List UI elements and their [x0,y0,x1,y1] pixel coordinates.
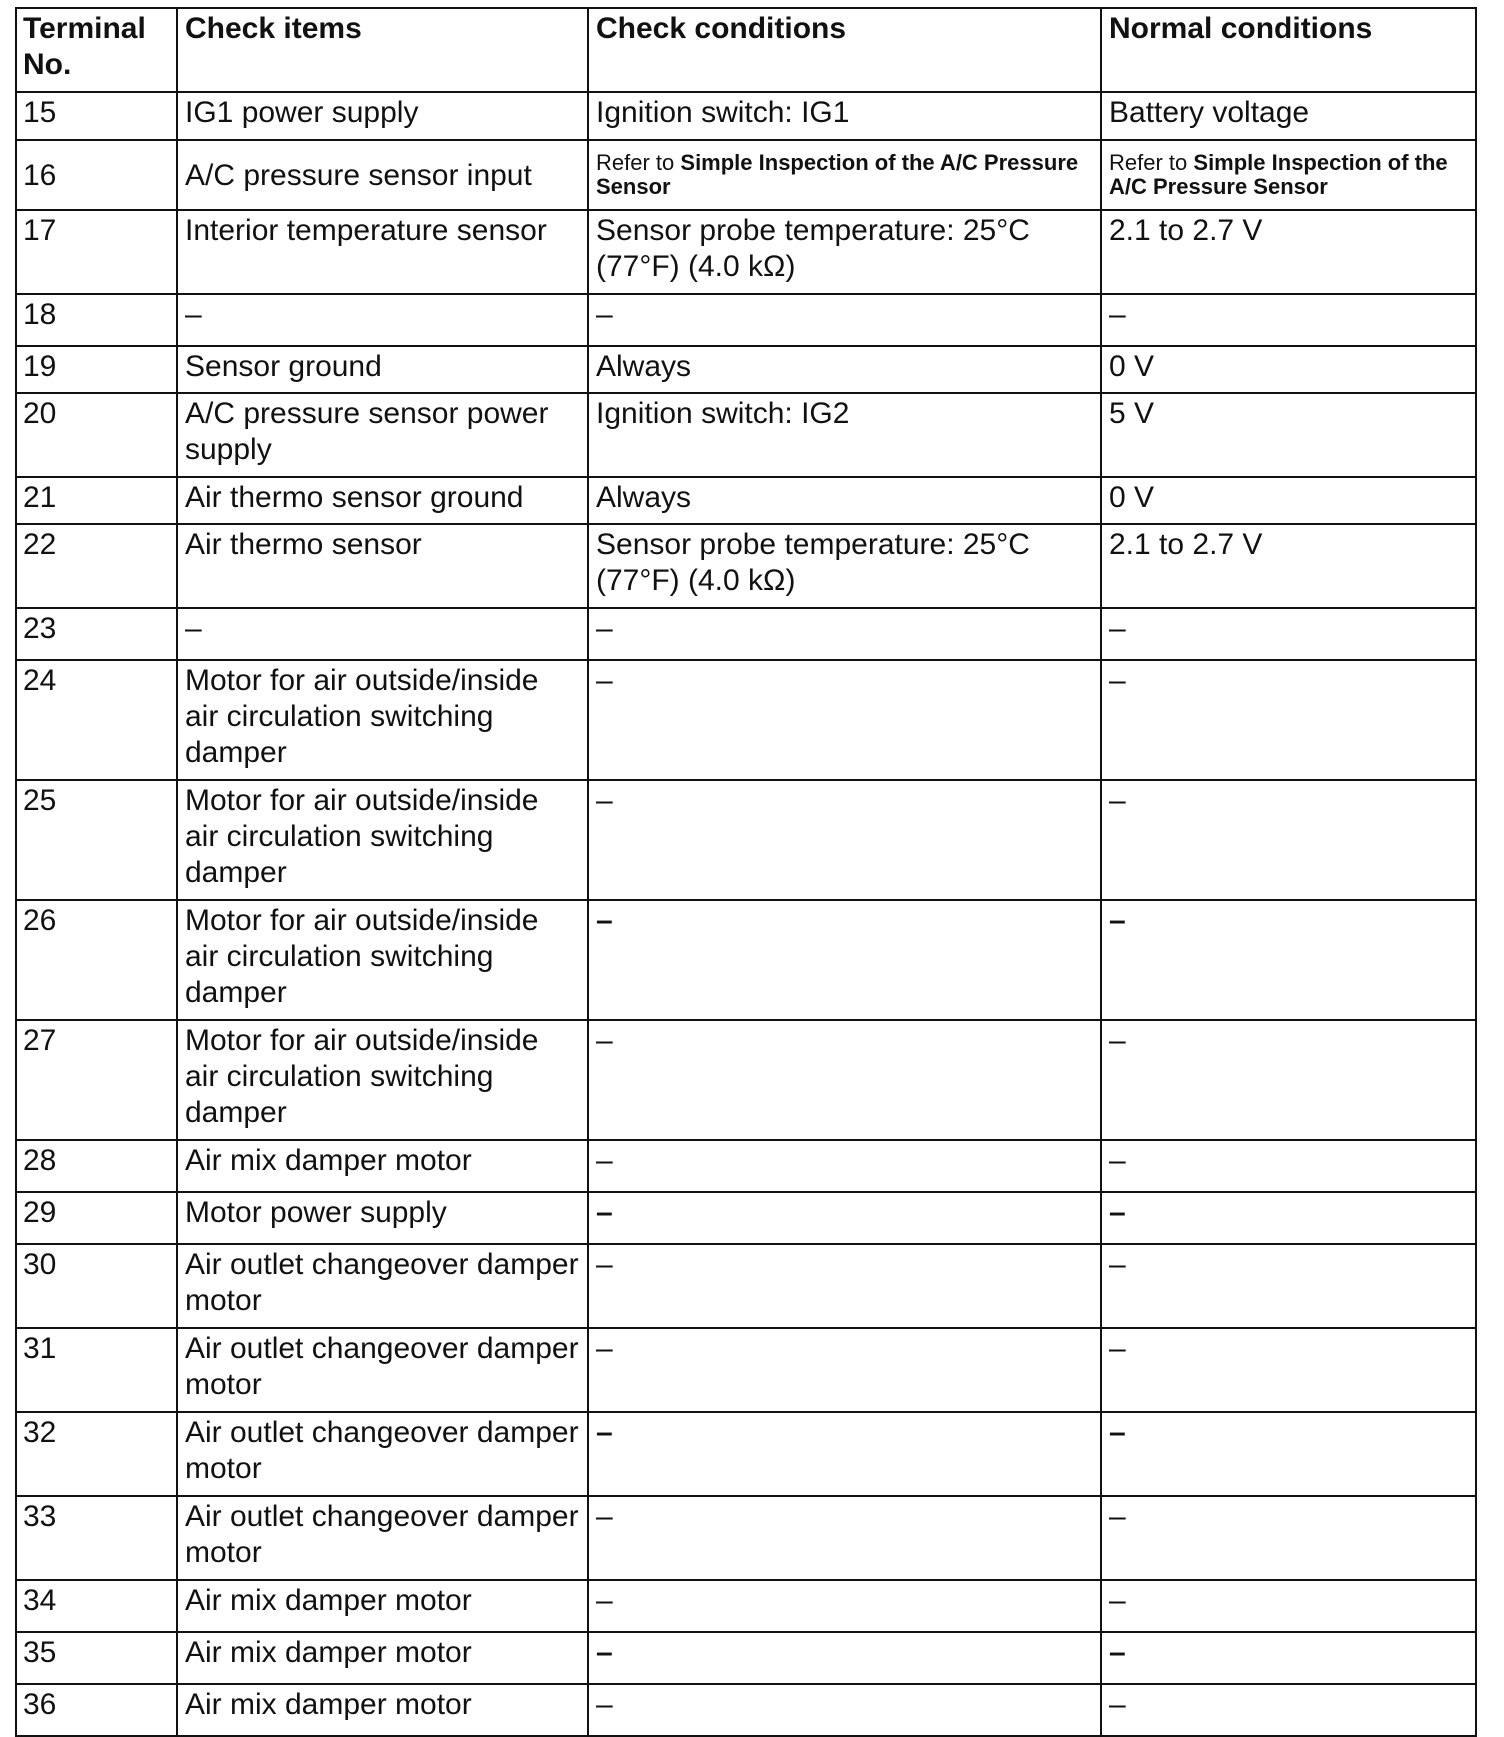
table-row [16,393,1476,477]
table-row [16,1580,1476,1632]
table-row [16,1192,1476,1244]
check-condition-cell: – [588,1328,1101,1412]
check-item-cell: Air outlet changeover damper motor [177,1412,588,1496]
check-condition-cell: – [588,1192,1101,1244]
normal-condition-cell: – [1101,780,1476,900]
table-row [16,1244,1476,1328]
check-condition-cell: – [588,1140,1101,1192]
check-item-cell: Air thermo sensor ground [177,477,588,524]
check-item-cell: – [177,294,588,346]
normal-condition-cell: Battery voltage [1101,92,1476,140]
terminal-cell: 33 [16,1496,177,1580]
table-row [16,780,1476,900]
reference-lead: Refer to [596,150,675,175]
check-condition-cell: – [588,1684,1101,1736]
reference-title-link[interactable]: Simple Inspection of the A/C Pressure Sensor [596,150,1079,199]
terminal-cell: 25 [16,780,177,900]
table-row [16,608,1476,660]
normal-condition-cell: – [1101,1412,1476,1496]
terminal-cell: 32 [16,1412,177,1496]
terminal-cell: 36 [16,1684,177,1736]
terminal-cell: 17 [16,210,177,294]
check-item-cell: Motor for air outside/inside air circulation switching damper [177,660,588,780]
table-row [16,1412,1476,1496]
terminal-cell: 22 [16,524,177,608]
terminal-cell: 27 [16,1020,177,1140]
check-item-cell: Air outlet changeover damper motor [177,1328,588,1412]
normal-condition-cell: – [1101,1244,1476,1328]
header-normal-conditions: Normal conditions [1101,8,1476,92]
normal-condition-cell: – [1101,1140,1476,1192]
check-item-cell: A/C pressure sensor input [177,140,588,210]
normal-condition-cell: – [1101,900,1476,1020]
check-condition-cell: Sensor probe temperature: 25°C (77°F) (4.0 kΩ) [588,524,1101,608]
reference-note [1109,151,1467,199]
check-item-cell: Air mix damper motor [177,1140,588,1192]
normal-condition-cell: 2.1 to 2.7 V [1101,210,1476,294]
terminal-cell: 18 [16,294,177,346]
check-condition-cell: Ignition switch: IG2 [588,393,1101,477]
terminal-cell: 23 [16,608,177,660]
normal-condition-cell: – [1101,660,1476,780]
header-check-items: Check items [177,8,588,92]
terminal-cell: 20 [16,393,177,477]
normal-condition-cell: 5 V [1101,393,1476,477]
terminal-cell: 16 [16,140,177,210]
table-row [16,92,1476,140]
check-condition-cell: – [588,1020,1101,1140]
normal-condition-cell: 2.1 to 2.7 V [1101,524,1476,608]
table-row [16,900,1476,1020]
table-row [16,346,1476,393]
terminal-cell: 21 [16,477,177,524]
check-item-cell: – [177,608,588,660]
normal-condition-cell: – [1101,1580,1476,1632]
terminal-cell: 35 [16,1632,177,1684]
table-row [16,1632,1476,1684]
normal-condition-cell: – [1101,1192,1476,1244]
check-condition-cell: – [588,1244,1101,1328]
check-condition-cell: – [588,1496,1101,1580]
table-row [16,1140,1476,1192]
check-item-cell: Air mix damper motor [177,1580,588,1632]
normal-condition-cell: – [1101,1020,1476,1140]
check-condition-cell: – [588,1632,1101,1684]
normal-condition-cell: – [1101,1496,1476,1580]
check-item-cell: Air mix damper motor [177,1632,588,1684]
normal-condition-cell: 0 V [1101,346,1476,393]
check-item-cell: Motor for air outside/inside air circulation switching damper [177,900,588,1020]
table-row [16,210,1476,294]
normal-condition-cell: – [1101,1632,1476,1684]
header-terminal-no: Terminal No. [16,8,177,92]
table-row [16,477,1476,524]
check-condition-cell: Sensor probe temperature: 25°C (77°F) (4.0 kΩ) [588,210,1101,294]
check-item-cell: Motor power supply [177,1192,588,1244]
check-item-cell: Air thermo sensor [177,524,588,608]
table-row [16,524,1476,608]
check-item-cell: A/C pressure sensor power supply [177,393,588,477]
terminal-cell: 29 [16,1192,177,1244]
terminal-cell: 24 [16,660,177,780]
check-condition-cell: – [588,780,1101,900]
check-condition-cell: – [588,1580,1101,1632]
terminal-cell: 26 [16,900,177,1020]
terminal-cell: 19 [16,346,177,393]
terminal-cell: 30 [16,1244,177,1328]
normal-condition-cell: – [1101,1684,1476,1736]
check-item-cell: Interior temperature sensor [177,210,588,294]
check-item-cell: IG1 power supply [177,92,588,140]
table-row [16,1020,1476,1140]
check-condition-cell: – [588,660,1101,780]
normal-condition-cell: – [1101,1328,1476,1412]
header-check-conditions: Check conditions [588,8,1101,92]
check-condition-cell: – [588,294,1101,346]
check-condition-cell: – [588,608,1101,660]
check-condition-cell: Always [588,477,1101,524]
table-row [16,140,1476,210]
normal-condition-cell: – [1101,294,1476,346]
normal-condition-cell: – [1101,608,1476,660]
check-condition-cell: Always [588,346,1101,393]
terminal-cell: 28 [16,1140,177,1192]
check-item-cell: Motor for air outside/inside air circulation switching damper [177,1020,588,1140]
normal-condition-cell: 0 V [1101,477,1476,524]
check-item-cell: Air outlet changeover damper motor [177,1244,588,1328]
check-condition-cell [588,140,1101,210]
check-item-cell: Sensor ground [177,346,588,393]
check-condition-cell: – [588,1412,1101,1496]
table-row [16,660,1476,780]
check-item-cell: Air outlet changeover damper motor [177,1496,588,1580]
reference-title-link[interactable]: Simple Inspection of the A/C Pressure Sensor [1109,150,1448,199]
table-row [16,1684,1476,1736]
table-header-row [16,8,1476,92]
normal-condition-cell [1101,140,1476,210]
check-item-cell: Air mix damper motor [177,1684,588,1736]
check-condition-cell: – [588,900,1101,1020]
terminal-cell: 31 [16,1328,177,1412]
terminal-check-table [15,7,1477,1737]
reference-note [596,151,1092,199]
check-condition-cell: Ignition switch: IG1 [588,92,1101,140]
terminal-cell: 15 [16,92,177,140]
reference-lead: Refer to [1109,150,1188,175]
table-row [16,1496,1476,1580]
terminal-cell: 34 [16,1580,177,1632]
table-row [16,294,1476,346]
check-item-cell: Motor for air outside/inside air circulation switching damper [177,780,588,900]
table-row [16,1328,1476,1412]
